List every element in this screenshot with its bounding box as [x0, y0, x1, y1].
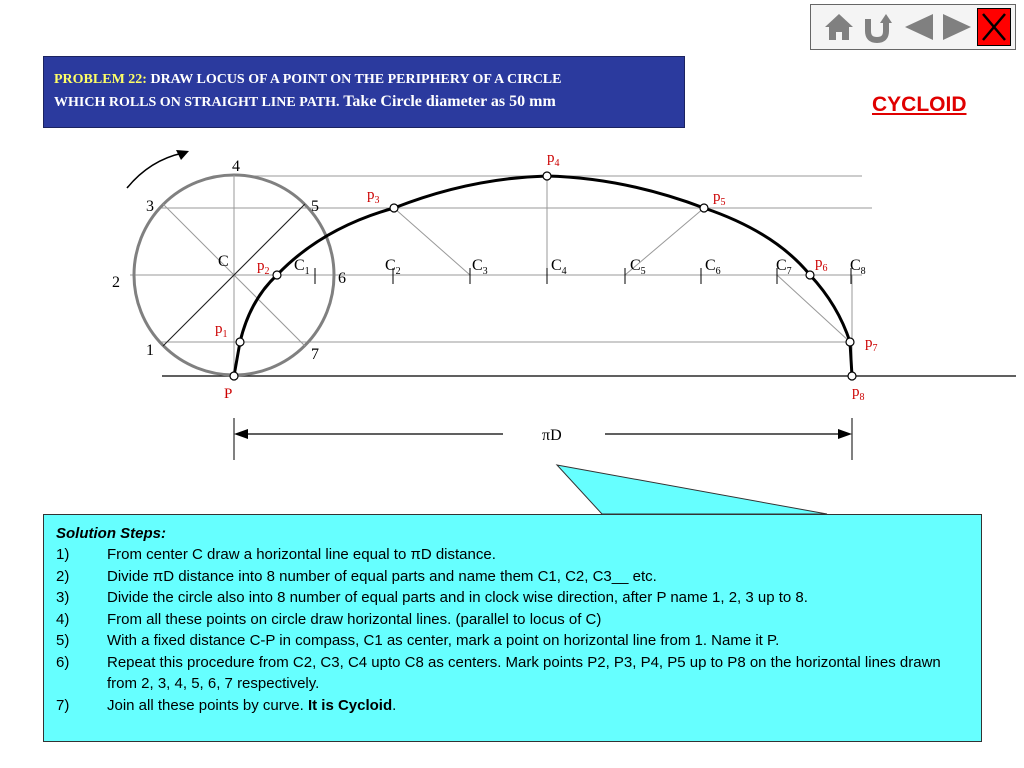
point-label-p8: $p_8$ — [852, 384, 865, 403]
step-text: With a fixed distance C-P in compass, C1 as center, mark a point on horizontal line from 1. Name it P. — [107, 632, 780, 649]
circle-number-1: 1 — [146, 342, 154, 359]
marker-p2 — [273, 271, 281, 279]
step-text: From center C draw a horizontal line equal to πD distance. — [107, 546, 496, 563]
arrowhead-right-icon — [838, 429, 852, 439]
center-label-c7: $C_7$ — [776, 257, 792, 277]
page-title: CYCLOID — [872, 93, 967, 116]
cycloid-curve — [234, 176, 852, 376]
marker-p3 — [390, 204, 398, 212]
step-number: 2) — [56, 567, 70, 585]
solution-steps-box — [43, 514, 982, 742]
point-markers — [230, 172, 856, 380]
circle-number-6: 6 — [338, 270, 346, 287]
center-label-c2: $C_2$ — [385, 257, 401, 277]
circle-number-3: 3 — [146, 198, 154, 215]
solution-step — [56, 566, 971, 588]
circle-number-5: 5 — [311, 198, 319, 215]
dimension-label: πD — [542, 427, 562, 444]
marker-p5 — [700, 204, 708, 212]
center-label-c8: $C_8$ — [850, 257, 866, 277]
solution-step — [56, 630, 971, 652]
circle-number-4: 4 — [232, 158, 240, 175]
point-label-p7: $p_7$ — [865, 335, 878, 354]
circle-number-7: 7 — [311, 346, 319, 363]
point-label-p2: $p_2$ — [257, 258, 270, 277]
step-text: From all these points on circle draw horizontal lines. (parallel to locus of C) — [107, 610, 602, 628]
radius-line-c3-p3 — [394, 208, 470, 275]
center-label-c1: $C_1$ — [294, 257, 310, 277]
solution-step — [56, 544, 971, 566]
step-text: Repeat this procedure from C2, C3, C4 upto C8 as centers. Mark points P2, P3, P4, P5 up to P8 on the horizontal lines drawn from 2, 3, 4, 5, 6, 7 respectively. — [107, 653, 941, 692]
solution-step — [56, 587, 971, 609]
solution-step — [56, 695, 971, 717]
step-number: 7) — [56, 696, 70, 714]
center-label: C — [218, 253, 229, 270]
marker-p4 — [543, 172, 551, 180]
point-label-p5: $p_5$ — [713, 189, 726, 208]
center-label-c4: $C_4$ — [551, 257, 567, 277]
solution-step — [56, 652, 971, 695]
point-label-p1: $p_1$ — [215, 321, 228, 340]
step-number: 3) — [56, 589, 70, 606]
circle-number-2: 2 — [112, 274, 120, 291]
problem-text-line2-big: Take Circle diameter as 50 mm — [339, 93, 556, 110]
step-text-end: . — [392, 696, 397, 714]
construction-lines — [394, 176, 852, 376]
step-text: Divide the circle also into 8 number of equal parts and in clock wise direction, after P name 1, 2, 3 up to 8. — [107, 589, 808, 606]
point-label-p3: $p_3$ — [367, 187, 380, 206]
start-point-label: P — [224, 386, 233, 402]
center-label-c5: $C_5$ — [630, 257, 646, 277]
problem-label: PROBLEM 22: — [54, 72, 147, 87]
solution-step — [56, 609, 971, 631]
step-number: 6) — [56, 653, 70, 671]
step-text: Join all these points by curve. — [107, 696, 308, 714]
horizontal-lines — [130, 176, 872, 342]
rotation-arrow-icon — [127, 150, 189, 188]
marker-p — [230, 372, 238, 380]
problem-text-line1: DRAW LOCUS OF A POINT ON THE PERIPHERY OF A CIRCLE — [146, 72, 562, 87]
point-label-p4: $p_4$ — [547, 150, 560, 169]
step-number: 4) — [56, 610, 70, 628]
center-label-c3: $C_3$ — [472, 257, 488, 277]
problem-text-line2: WHICH ROLLS ON STRAIGHT LINE PATH. — [54, 95, 340, 110]
marker-p8 — [848, 372, 856, 380]
solution-heading: Solution Steps: — [56, 525, 166, 542]
step-number: 1) — [56, 546, 70, 563]
step-text: Divide πD distance into 8 number of equal parts and name them C1, C2, C3__ etc. — [107, 567, 657, 585]
center-label-c6: $C_6$ — [705, 257, 721, 277]
step-number: 5) — [56, 632, 70, 649]
marker-p7 — [846, 338, 854, 346]
point-label-p6: $p_6$ — [815, 255, 828, 274]
arrowhead-left-icon — [234, 429, 248, 439]
radius-line-c7-p7 — [777, 275, 850, 342]
marker-p1 — [236, 338, 244, 346]
callout-pointer — [557, 465, 827, 514]
marker-p6 — [806, 271, 814, 279]
step-text-bold: It is Cycloid — [307, 696, 393, 714]
